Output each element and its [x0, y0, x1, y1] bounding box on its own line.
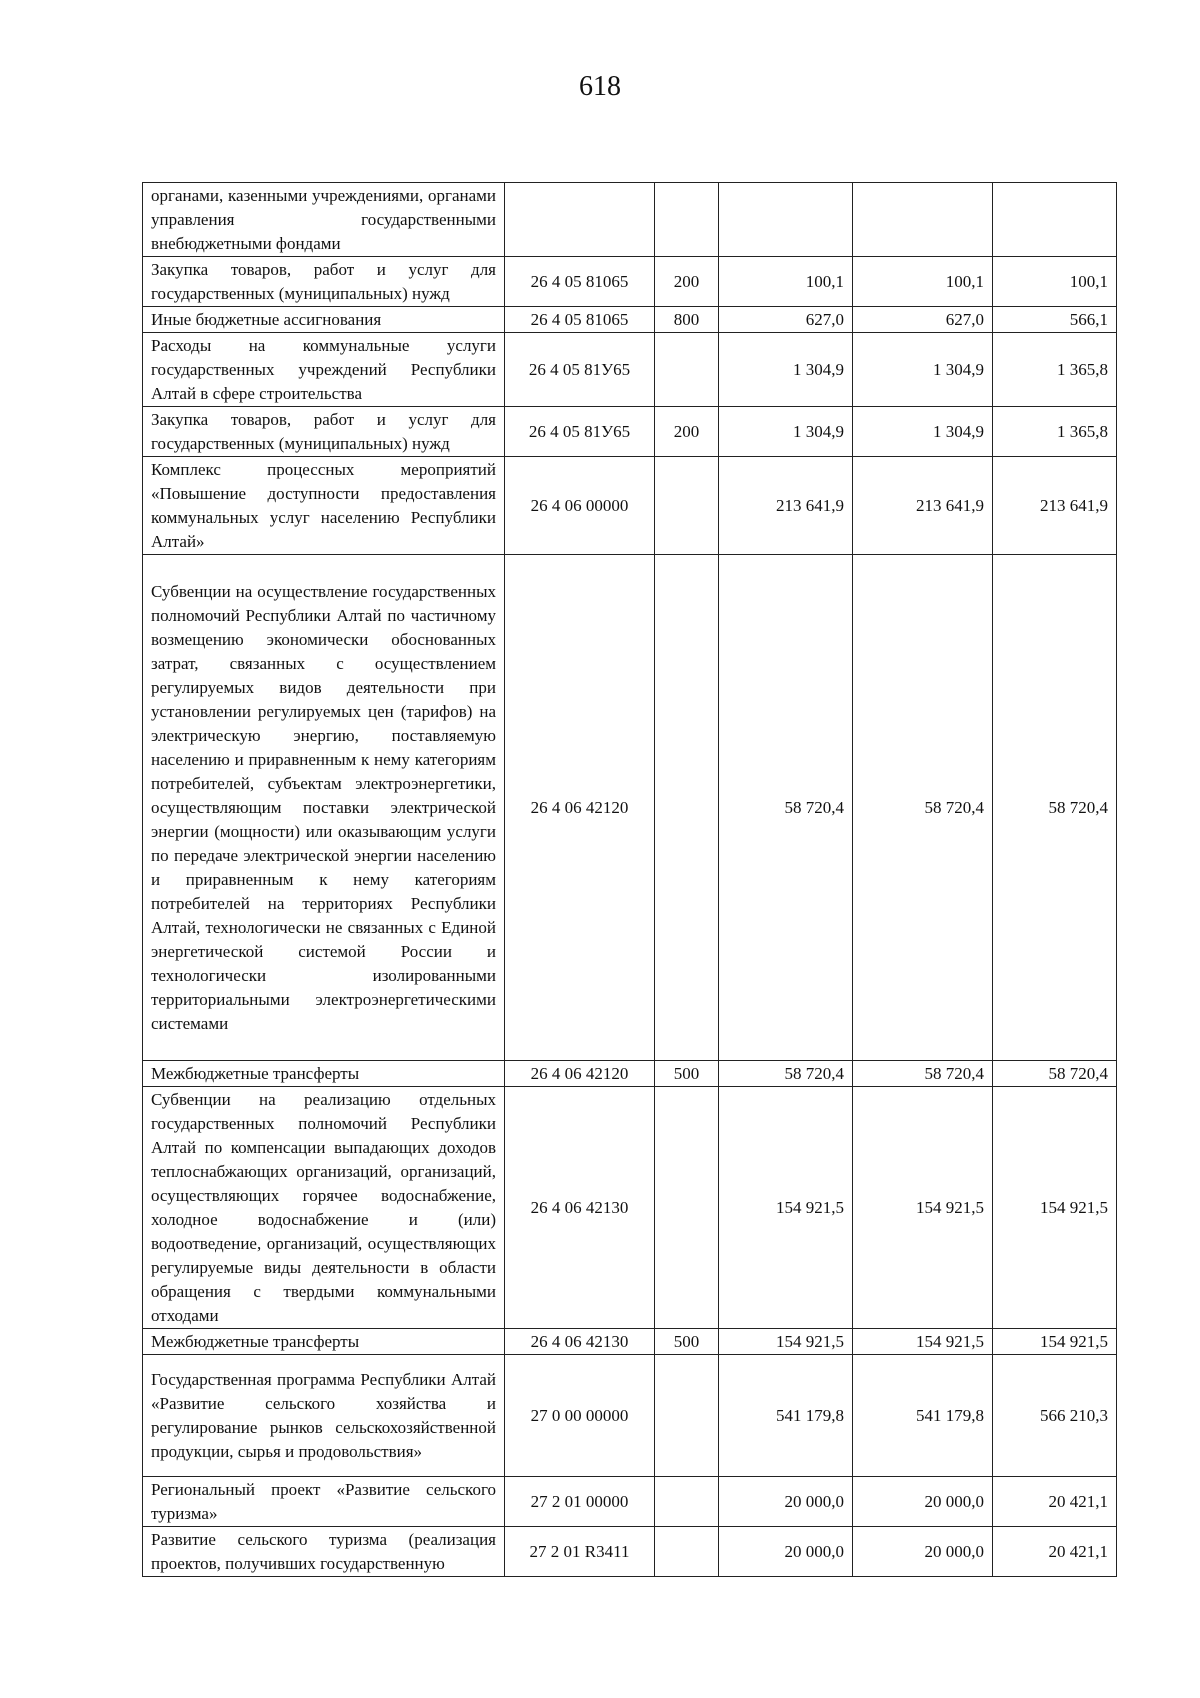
- amount-2: 1 304,9: [853, 333, 993, 407]
- target-code: 26 4 06 42120: [505, 1061, 655, 1087]
- amount-1: 1 304,9: [719, 333, 853, 407]
- expense-type: [655, 183, 719, 257]
- amount-3: 1 365,8: [993, 333, 1117, 407]
- amount-3: 58 720,4: [993, 1061, 1117, 1087]
- table-row: [143, 1477, 1117, 1527]
- target-code: 26 4 05 81065: [505, 257, 655, 307]
- page-number: 618: [579, 71, 621, 102]
- target-code: 26 4 05 81065: [505, 307, 655, 333]
- amount-1: 627,0: [719, 307, 853, 333]
- expense-type: [655, 1477, 719, 1527]
- amount-3: 1 365,8: [993, 407, 1117, 457]
- target-code: 26 4 06 42120: [505, 555, 655, 1061]
- target-code: 26 4 05 81У65: [505, 407, 655, 457]
- amount-2: 154 921,5: [853, 1329, 993, 1355]
- expense-type: 200: [655, 257, 719, 307]
- amount-3: 58 720,4: [993, 555, 1117, 1061]
- expense-name: Закупка товаров, работ и услуг для государственных (муниципальных) нужд: [143, 257, 505, 307]
- expense-type: [655, 333, 719, 407]
- expense-type: 500: [655, 1061, 719, 1087]
- expense-type: 800: [655, 307, 719, 333]
- target-code: 26 4 05 81У65: [505, 333, 655, 407]
- target-code: 27 2 01 00000: [505, 1477, 655, 1527]
- table-row: [143, 333, 1117, 407]
- budget-table: [142, 182, 1117, 1577]
- amount-1: 20 000,0: [719, 1477, 853, 1527]
- amount-3: 154 921,5: [993, 1087, 1117, 1329]
- target-code: [505, 183, 655, 257]
- amount-2: 20 000,0: [853, 1477, 993, 1527]
- target-code: 26 4 06 00000: [505, 457, 655, 555]
- expense-type: 500: [655, 1329, 719, 1355]
- amount-3: 566,1: [993, 307, 1117, 333]
- amount-1: 154 921,5: [719, 1087, 853, 1329]
- expense-name: Государственная программа Республики Алтай «Развитие сельского хозяйства и регулирование рынков сельскохозяйственной продукции, сырья и продовольствия»: [143, 1355, 505, 1477]
- expense-type: 200: [655, 407, 719, 457]
- amount-2: 627,0: [853, 307, 993, 333]
- expense-name: Межбюджетные трансферты: [143, 1061, 505, 1087]
- amount-1: [719, 183, 853, 257]
- table-row: [143, 183, 1117, 257]
- amount-1: 541 179,8: [719, 1355, 853, 1477]
- table-row: [143, 1329, 1117, 1355]
- expense-name: Комплекс процессных мероприятий «Повышение доступности предоставления коммунальных услуг населению Республики Алтай»: [143, 457, 505, 555]
- amount-3: 213 641,9: [993, 457, 1117, 555]
- amount-2: 213 641,9: [853, 457, 993, 555]
- target-code: 27 0 00 00000: [505, 1355, 655, 1477]
- table-row: [143, 257, 1117, 307]
- amount-1: 100,1: [719, 257, 853, 307]
- table-row: [143, 1061, 1117, 1087]
- expense-type: [655, 555, 719, 1061]
- expense-name: Региональный проект «Развитие сельского туризма»: [143, 1477, 505, 1527]
- amount-1: 154 921,5: [719, 1329, 853, 1355]
- amount-2: 541 179,8: [853, 1355, 993, 1477]
- amount-2: [853, 183, 993, 257]
- target-code: 26 4 06 42130: [505, 1329, 655, 1355]
- amount-2: 20 000,0: [853, 1527, 993, 1577]
- amount-2: 58 720,4: [853, 1061, 993, 1087]
- table-row: [143, 1355, 1117, 1477]
- expense-name: органами, казенными учреждениями, органами управления государственными внебюджетными фондами: [143, 183, 505, 257]
- table-row: [143, 407, 1117, 457]
- amount-1: 58 720,4: [719, 1061, 853, 1087]
- expense-type: [655, 457, 719, 555]
- table-row: [143, 307, 1117, 333]
- expense-name: Субвенции на реализацию отдельных государственных полномочий Республики Алтай по компенсации выпадающих доходов теплоснабжающих организаций, организаций, осуществляющих горячее водоснабжение, холодное водоснабжение и (или) водоотведение, организаций, осуществляющих регулируемые виды деятельности в области обращения с твердыми коммунальными отходами: [143, 1087, 505, 1329]
- expense-type: [655, 1355, 719, 1477]
- amount-1: 1 304,9: [719, 407, 853, 457]
- expense-name: Закупка товаров, работ и услуг для государственных (муниципальных) нужд: [143, 407, 505, 457]
- amount-1: 20 000,0: [719, 1527, 853, 1577]
- amount-2: 58 720,4: [853, 555, 993, 1061]
- expense-name: Субвенции на осуществление государственных полномочий Республики Алтай по частичному возмещению экономически обоснованных затрат, связанных с осуществлением регулируемых видов деятельности при установлении регулируемых цен (тарифов) на электрическую энергию, поставляемую населению и приравненным к нему категориям потребителей, субъектам электроэнергетики, осуществляющим поставки электрической энергии (мощности) или оказывающим услуги по передаче электрической энергии населению и приравненным к нему категориям потребителей на территориях Республики Алтай, технологически не связанных с Единой энергетической системой России и технологически изолированными территориальными электроэнергетическими системами: [143, 555, 505, 1061]
- amount-1: 213 641,9: [719, 457, 853, 555]
- amount-3: 20 421,1: [993, 1527, 1117, 1577]
- table-row: [143, 457, 1117, 555]
- expense-name: Расходы на коммунальные услуги государственных учреждений Республики Алтай в сфере строительства: [143, 333, 505, 407]
- amount-3: 20 421,1: [993, 1477, 1117, 1527]
- expense-name: Иные бюджетные ассигнования: [143, 307, 505, 333]
- amount-2: 1 304,9: [853, 407, 993, 457]
- expense-type: [655, 1087, 719, 1329]
- target-code: 27 2 01 R3411: [505, 1527, 655, 1577]
- target-code: 26 4 06 42130: [505, 1087, 655, 1329]
- expense-type: [655, 1527, 719, 1577]
- amount-3: [993, 183, 1117, 257]
- amount-3: 566 210,3: [993, 1355, 1117, 1477]
- amount-3: 154 921,5: [993, 1329, 1117, 1355]
- amount-2: 154 921,5: [853, 1087, 993, 1329]
- table-row: [143, 1087, 1117, 1329]
- amount-3: 100,1: [993, 257, 1117, 307]
- table-row: [143, 1527, 1117, 1577]
- amount-1: 58 720,4: [719, 555, 853, 1061]
- amount-2: 100,1: [853, 257, 993, 307]
- expense-name: Межбюджетные трансферты: [143, 1329, 505, 1355]
- table-row: [143, 555, 1117, 1061]
- expense-name: Развитие сельского туризма (реализация проектов, получивших государственную: [143, 1527, 505, 1577]
